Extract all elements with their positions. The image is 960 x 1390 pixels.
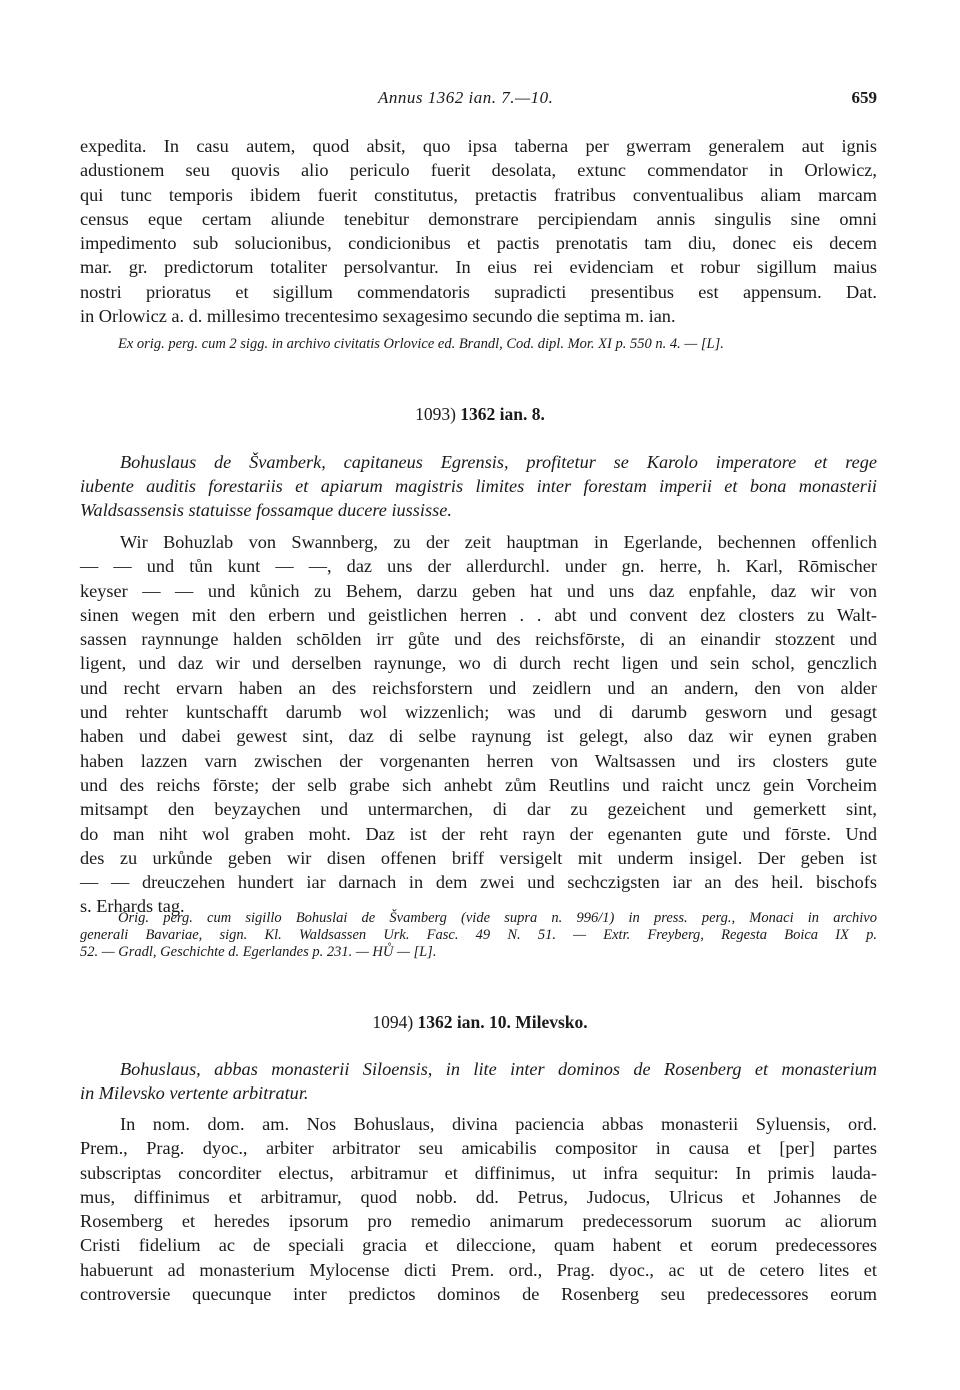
text-line: ligent, und daz wir und derselben raynunge, wo di durch recht ligen und sein schol, genczlich: [80, 653, 877, 674]
text-line: habuerunt ad monasterium Mylocense dicti Prem. ord., Prag. dyoc., ac ut de cetero lites et: [80, 1259, 877, 1280]
source-note-text: Ex orig. perg. cum 2 sigg. in archivo civitatis Orlovice ed. Brandl, Cod. dipl. Mor. XI p. 550 n. 4. — [L].: [118, 336, 724, 352]
text-line: sinen wegen mit den erbern und geistlichen herren . . abt und convent dez closters zu Walt-: [80, 604, 877, 625]
text-line: adustionem seu quovis alio periculo fuerit desolata, extunc commendator in Orlowicz,: [80, 160, 877, 181]
text-line: haben lazzen varn zwischen der vorgenanten herren von Waltsassen und irs closters gute: [80, 750, 877, 771]
text-line: subscriptas concorditer electus, arbitramur et diffinimus, ut infra sequitur: In primis lauda-: [80, 1162, 877, 1183]
summary-line: Bohuslaus, abbas monasterii Siloensis, in lite inter dominos de Rosenberg et monasterium: [120, 1059, 877, 1079]
text-line: census eque certam aliunde tenebitur demonstrare percipiendam annis singulis sine omni: [80, 208, 877, 229]
text-line: Prem., Prag. dyoc., arbiter arbitrator seu amicabilis compositor in causa et [per] partes: [80, 1138, 877, 1159]
summary-line: Waldsassensis statuisse fossamque ducere iussisse.: [80, 500, 452, 520]
document-number: 1094): [372, 1012, 414, 1032]
document-date: 1362 ian. 10. Milevsko.: [417, 1012, 588, 1032]
note-line: Orig. perg. cum sigillo Bohuslai de Švamberg (vide supra n. 996/1) in press. perg., Monaci in archivo: [118, 910, 877, 926]
document-number: 1093): [415, 404, 456, 424]
text-line: des zu urkůnde geben wir disen offenen briff versigelt mit underm insigel. Der geben ist: [80, 847, 877, 868]
summary-line: Bohuslaus de Švamberk, capitaneus Egrensis, profitetur se Karolo imperatore et rege: [120, 452, 877, 472]
text-line: und recht ervarn haben an des reichsforstern und zeidlern und an andern, den von alder: [80, 677, 877, 698]
text-line: expedita. In casu autem, quod absit, quo ipsa taberna per gwerram generalem aut ignis: [80, 136, 877, 156]
document-summary-1094: [80, 1057, 877, 1105]
text-line: mitsampt den beyzaychen und untermarchen, di dar zu gezeichent und gemerkett sint,: [80, 799, 877, 820]
text-line: haben und dabei gewest sint, daz di selbe raynung ist gelegt, also daz wir eynen graben: [80, 726, 877, 747]
running-head: Annus 1362 ian. 7.—10.: [378, 88, 554, 107]
text-line: mus, diffinimus et arbitramur, quod nobb. dd. Petrus, Judocus, Ulricus et Johannes de: [80, 1186, 877, 1207]
text-line: do man niht wol graben moht. Daz ist der reht rayn der egenanten gute und fōrste. Und: [80, 823, 877, 844]
page-header: [80, 88, 877, 114]
text-line: keyser — — und kůnich zu Behem, darzu geben hat und uns daz enpfahle, daz wir von: [80, 580, 877, 601]
document-heading-1093: [0, 404, 960, 425]
text-line: — — dreuczehen hundert iar darnach in dem zwei und sechczigsten iar an des heil. bischofs: [80, 872, 877, 893]
source-note: [118, 336, 878, 353]
document-date: 1362 ian. 8.: [460, 404, 545, 424]
text-line: s. Erhards tag.: [80, 896, 185, 917]
text-line: qui tunc temporis ibidem fuerit constitutus, pretactis fratribus conventualibus aliam marcam: [80, 184, 877, 205]
text-line: Rosemberg et heredes ipsorum pro remedio animarum predecessorum suorum ac aliorum: [80, 1211, 877, 1232]
document-heading-1094: [0, 1012, 960, 1033]
text-line: — — und tůn kunt — —, daz uns der allerdurchl. under gn. herre, h. Karl, Rōmischer: [80, 556, 877, 577]
page-number: 659: [851, 88, 877, 107]
note-line: 52. — Gradl, Geschichte d. Egerlandes p. 231. — HŮ — [L].: [80, 944, 437, 960]
text-line: impedimento sub solucionibus, condicionibus et pactis prenotatis tam diu, donec eis decem: [80, 233, 877, 254]
note-line: generali Bavariae, sign. Kl. Waldsassen Urk. Fasc. 49 N. 51. — Extr. Freyberg, Regesta Boica IX p.: [80, 927, 877, 943]
text-line: Wir Bohuzlab von Swannberg, zu der zeit hauptman in Egerlande, bechennen offenlich: [120, 532, 877, 552]
text-line: In nom. dom. am. Nos Bohuslaus, divina paciencia abbas monasterii Syluensis, ord.: [120, 1114, 877, 1134]
summary-line: in Milevsko vertente arbitratur.: [80, 1083, 309, 1103]
source-note-1093: [80, 910, 877, 961]
text-line: Cristi fidelium ac de speciali gracia et dileccione, quam habent et eorum predecessores: [80, 1235, 877, 1256]
summary-line: iubente auditis forestariis et apiarum magistris limites inter forestam imperii et bona monasterii: [80, 476, 877, 496]
document-text-1093: [80, 530, 877, 919]
text-line: und rehter kuntschafft darumb wol wizzenlich; was und di darumb gesworn und gesagt: [80, 702, 877, 723]
document-text-1094: [80, 1112, 877, 1306]
text-line: mar. gr. predictorum totaliter persolvantur. In eius rei evidenciam et robur sigillum maius: [80, 257, 877, 278]
text-line: sassen raynnunge halden schōlden irr gůte und des reichsfōrste, di an einandir stozzent und: [80, 629, 877, 650]
text-line: und des reichs fōrste; der selb grabe sich anhebt zům Reutlins und raicht uncz gein Vorcheim: [80, 774, 877, 795]
text-line: in Orlowicz a. d. millesimo trecentesimo sexagesimo secundo die septima m. ian.: [80, 306, 676, 327]
document-summary-1093: [80, 450, 877, 522]
text-line: controversie quecunque inter predictos dominos de Rosenberg seu predecessores eorum: [80, 1284, 877, 1305]
text-line: nostri prioratus et sigillum commendatoris supradicti presentibus est appensum. Dat.: [80, 281, 877, 302]
continuation-text: [80, 134, 877, 328]
